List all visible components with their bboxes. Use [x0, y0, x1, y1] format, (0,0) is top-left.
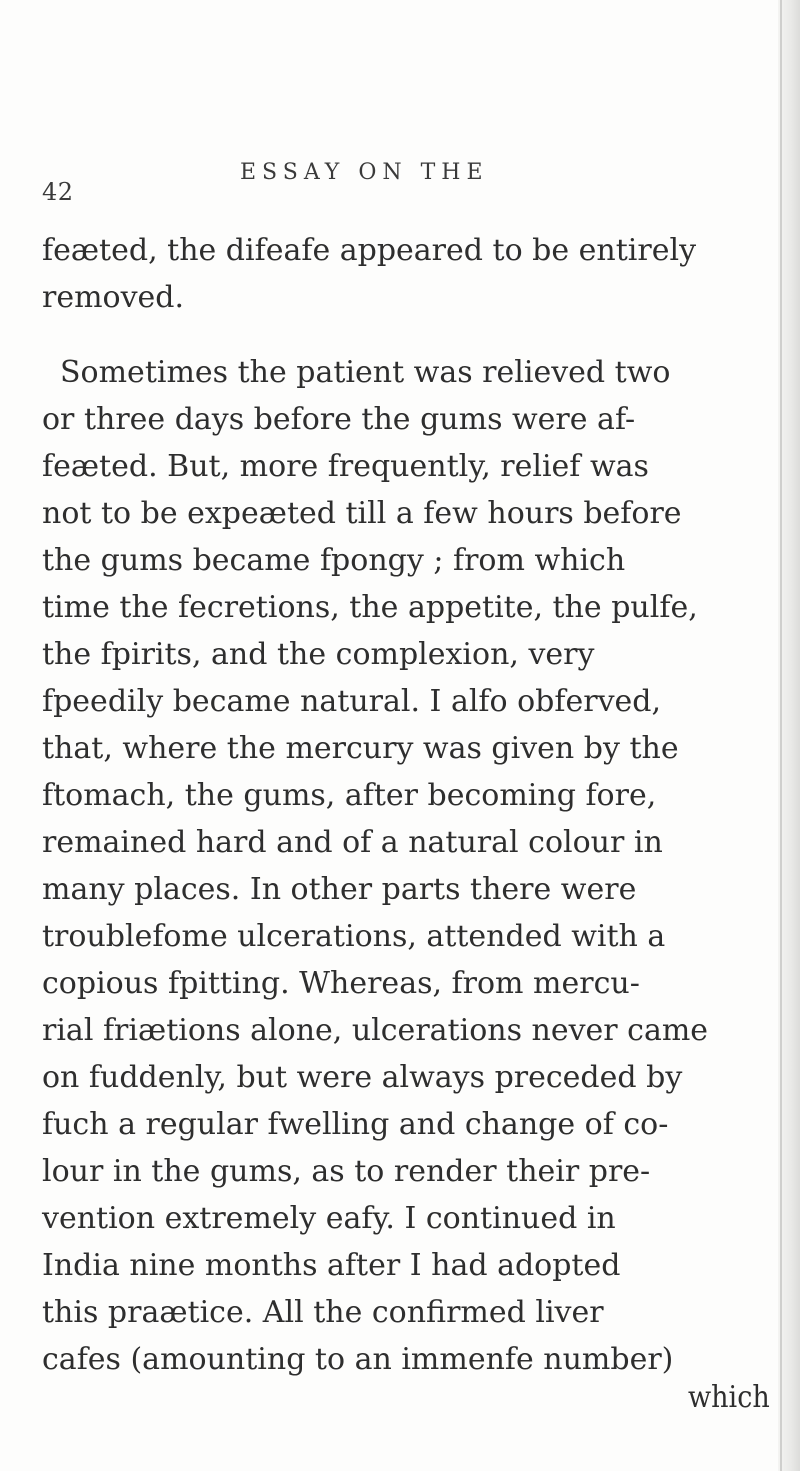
text-line: troublefome ulcerations, attended with a: [42, 919, 666, 954]
text-line: removed.: [42, 280, 185, 315]
text-line: feæted, the difeafe appeared to be entirely: [42, 233, 697, 268]
text-line: the fpirits, and the complexion, very: [42, 637, 595, 672]
text-line: that, where the mercury was given by the: [42, 731, 679, 766]
text-line: feæted. But, more frequently, relief was: [42, 449, 649, 484]
text-line: remained hard and of a natural colour in: [42, 825, 663, 860]
text-line: Sometimes the patient was relieved two: [60, 355, 671, 390]
text-line: copious fpitting. Whereas, from mercu-: [42, 966, 640, 1001]
text-line: not to be expeæted till a few hours before: [42, 496, 682, 531]
text-line: cafes (amounting to an immenfe number): [42, 1342, 674, 1377]
text-line: this praætice. All the confirmed liver: [42, 1295, 604, 1330]
text-line: fuch a regular fwelling and change of co-: [42, 1107, 669, 1142]
text-line: rial friætions alone, ulcerations never came: [42, 1013, 709, 1048]
text-line: or three days before the gums were af-: [42, 402, 636, 437]
text-line: fpeedily became natural. I alfo obferved,: [42, 684, 662, 719]
catchword: which: [688, 1380, 770, 1415]
page-edge-line: [780, 0, 782, 1471]
text-line: vention extremely eafy. I continued in: [42, 1201, 616, 1236]
text-line: many places. In other parts there were: [42, 872, 637, 907]
text-line: lour in the gums, as to render their pre-: [42, 1154, 651, 1189]
running-head: ESSAY ON THE: [240, 160, 489, 185]
text-line: on fuddenly, but were always preceded by: [42, 1060, 683, 1095]
page-number: 42: [42, 178, 74, 206]
text-line: ftomach, the gums, after becoming fore,: [42, 778, 657, 813]
text-line: India nine months after I had adopted: [42, 1248, 621, 1283]
text-line: the gums became fpongy ; from which: [42, 543, 626, 578]
text-line: time the fecretions, the appetite, the pulfe,: [42, 590, 698, 625]
